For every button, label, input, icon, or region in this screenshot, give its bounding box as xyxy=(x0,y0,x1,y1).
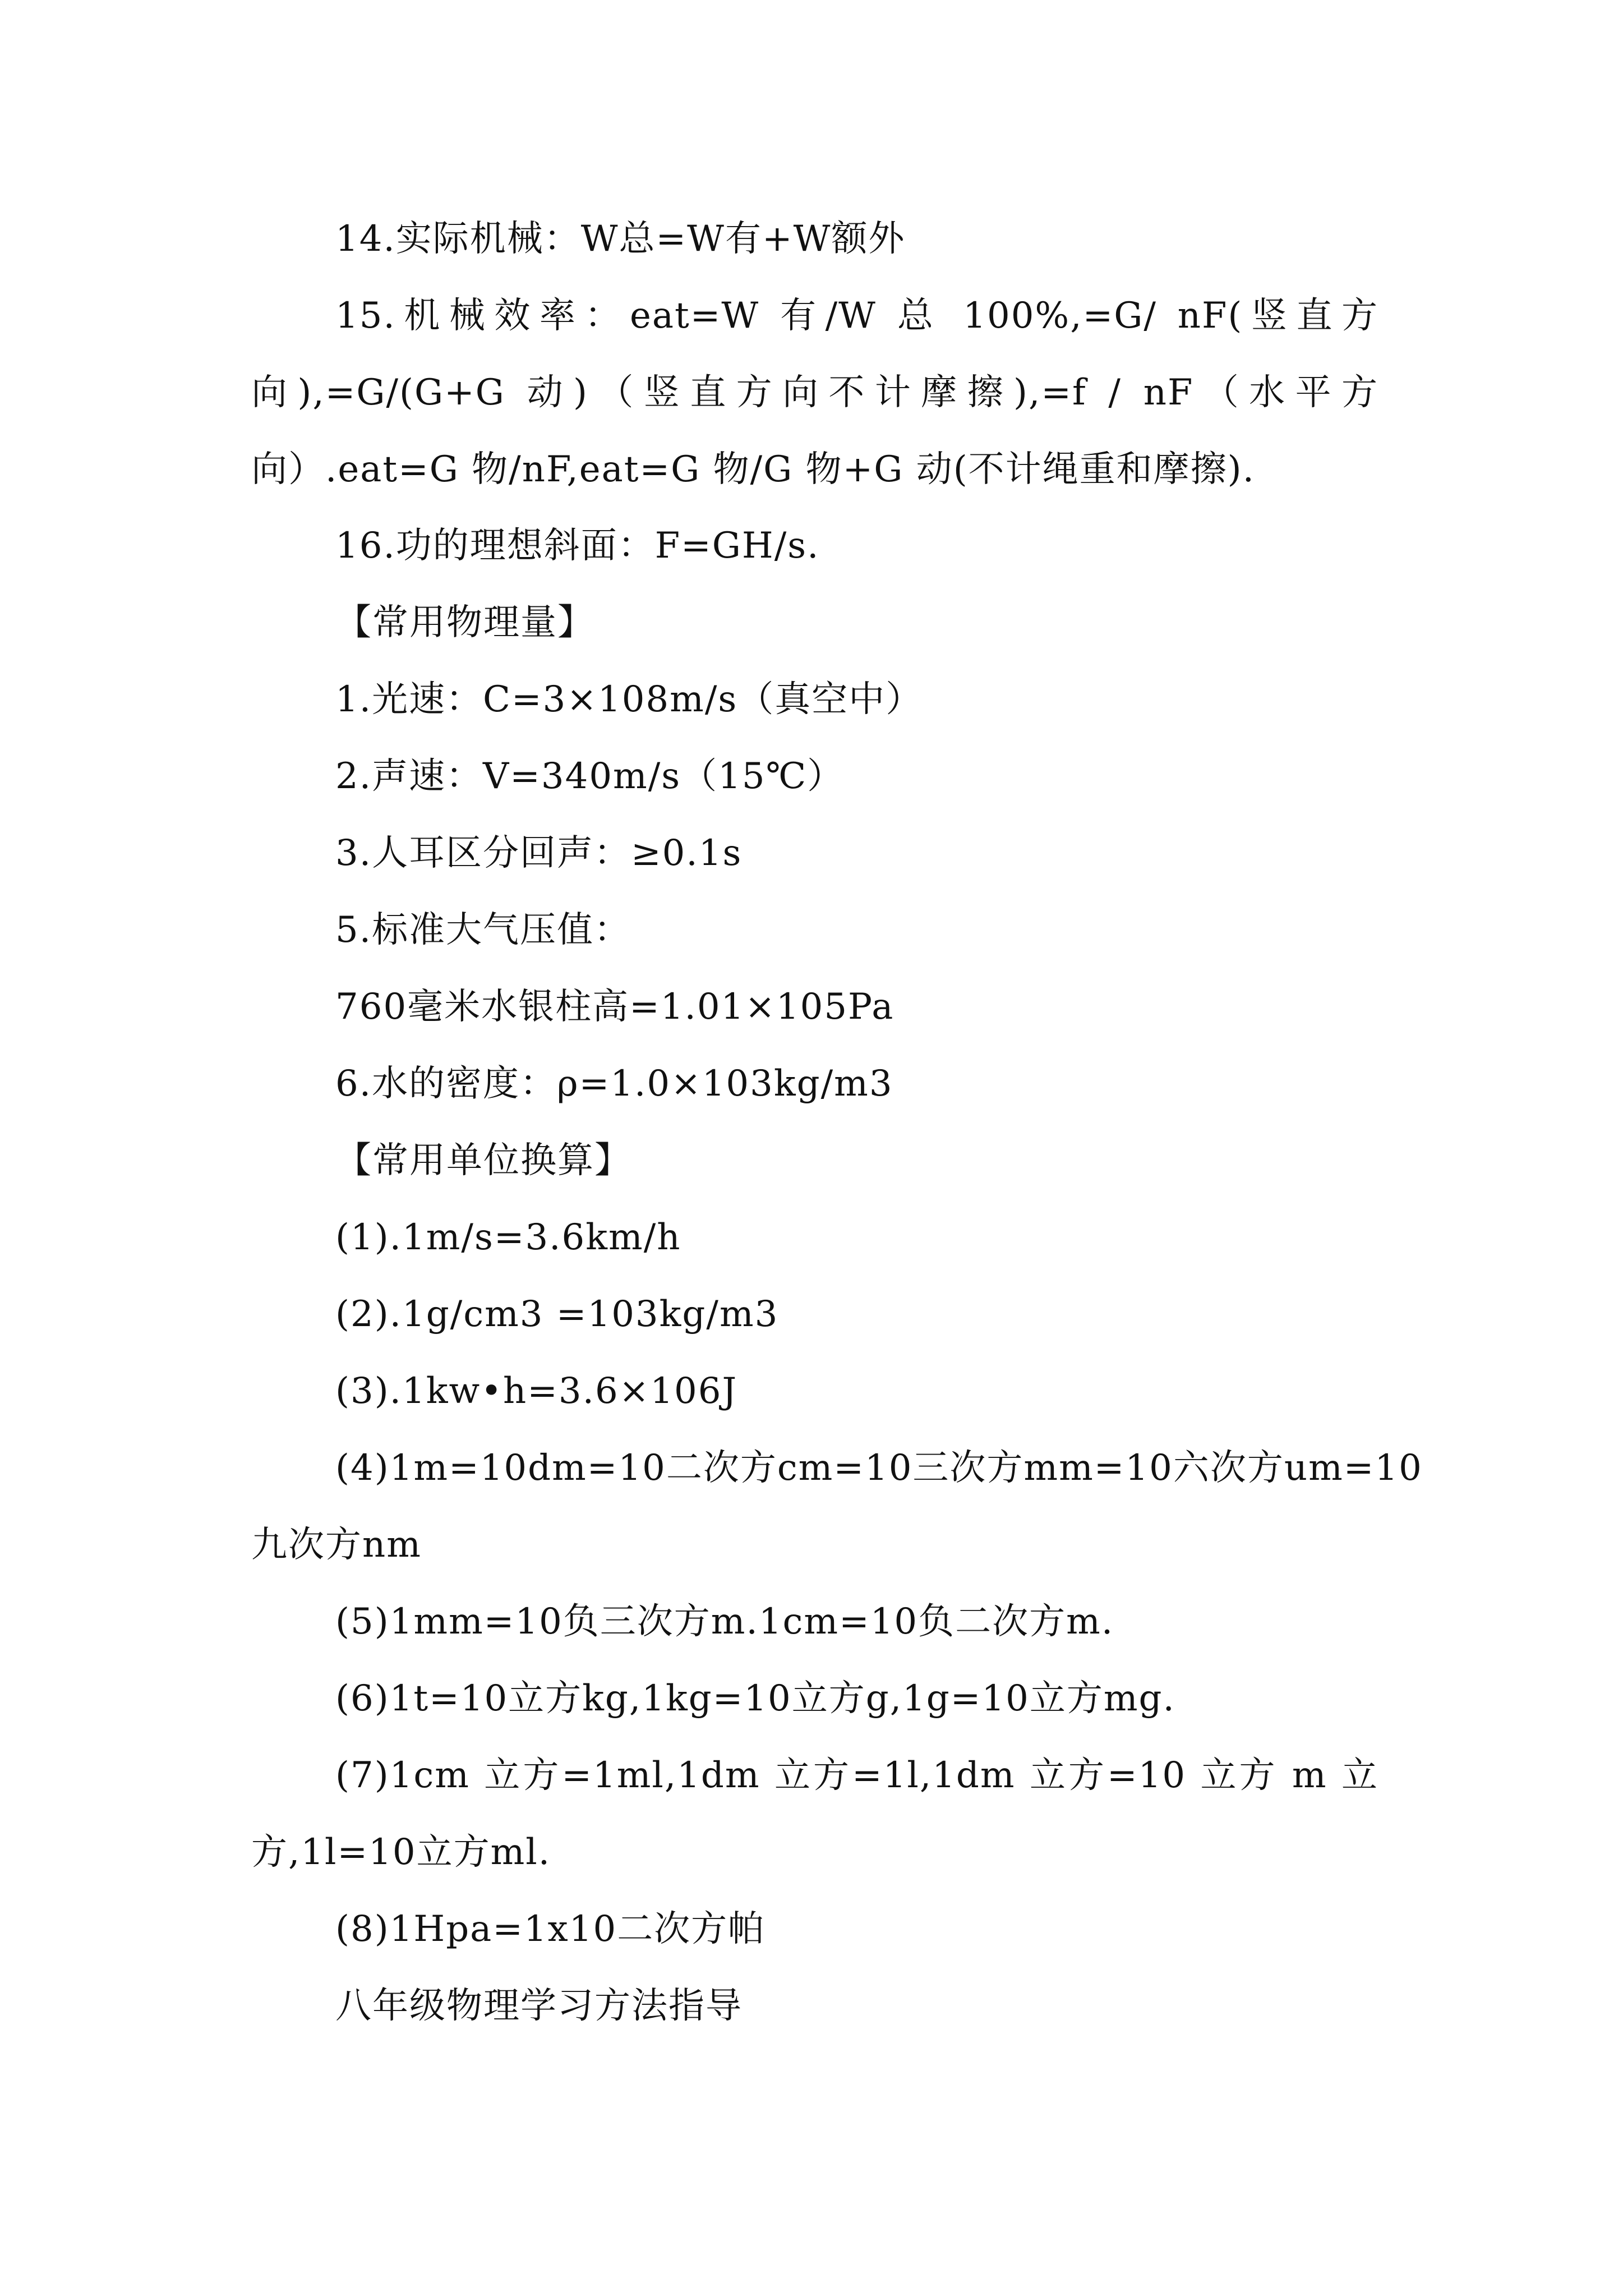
text-line-atmospheric-pressure: 5.标准大气压值： xyxy=(335,909,631,951)
section-heading-unit-conversion: 【常用单位换算】 xyxy=(335,1140,631,1181)
text-line-conversion-7-cont: 方,1l=10立方ml. xyxy=(251,1832,551,1873)
text-line-conversion-6: (6)1t=10立方kg,1kg=10立方g,1g=10立方mg. xyxy=(335,1678,1175,1719)
text-line-conversion-8: (8)1Hpa=1x10二次方帕 xyxy=(335,1908,766,1950)
text-line-14: 14.实际机械：W总=W有+W额外 xyxy=(335,218,906,260)
text-line-conversion-4-cont: 九次方nm xyxy=(251,1524,422,1566)
text-line-conversion-2: (2).1g/cm3 =103kg/m3 xyxy=(335,1294,779,1335)
text-line-water-density: 6.水的密度：ρ=1.0×103kg/m3 xyxy=(335,1063,893,1105)
text-line-conversion-5: (5)1mm=10负三次方m.1cm=10负二次方m. xyxy=(335,1601,1114,1642)
text-line-conversion-3: (3).1kw•h=3.6×106J xyxy=(335,1370,738,1412)
text-line-conversion-1: (1).1m/s=3.6km/h xyxy=(335,1217,681,1258)
text-line-15: 15.机械效率：eat=W 有/W 总 100%,=G/ nF(竖直方 xyxy=(335,295,1378,337)
text-line-mercury-column: 760毫米水银柱高=1.01×105Pa xyxy=(335,986,895,1028)
text-line-echo: 3.人耳区分回声：≥0.1s xyxy=(335,832,743,874)
text-line-16: 16.功的理想斜面：F=GH/s. xyxy=(335,525,820,567)
text-line-sound-speed: 2.声速：V=340m/s（15℃） xyxy=(335,756,845,797)
text-line-15-cont-1: 向),=G/(G+G 动)（竖直方向不计摩擦),=f / nF（水平方 xyxy=(251,372,1378,413)
text-line-study-guide-title: 八年级物理学习方法指导 xyxy=(335,1985,743,2027)
text-line-conversion-4: (4)1m=10dm=10二次方cm=10三次方mm=10六次方um=10 xyxy=(335,1447,1423,1489)
text-line-light-speed: 1.光速：C=3×108m/s（真空中） xyxy=(335,679,923,720)
text-line-15-cont-2: 向）.eat=G 物/nF,eat=G 物/G 物+G 动(不计绳重和摩擦). xyxy=(251,449,1255,490)
text-line-conversion-7: (7)1cm 立方=1ml,1dm 立方=1l,1dm 立方=10 立方 m 立 xyxy=(335,1755,1378,1796)
section-heading-physical-quantities: 【常用物理量】 xyxy=(335,602,594,643)
